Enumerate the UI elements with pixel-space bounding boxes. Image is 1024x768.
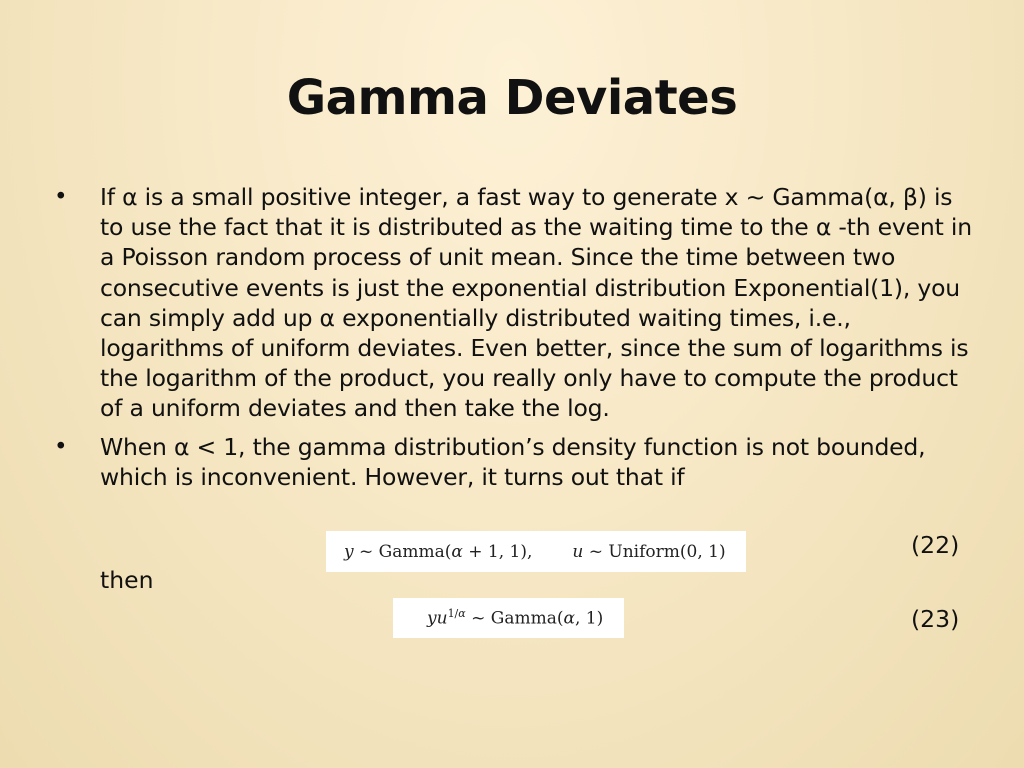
slide-title: Gamma Deviates [286, 70, 738, 126]
bullet-list [54, 182, 974, 492]
equation-22-left: y ~ Gamma(α + 1, 1), [344, 541, 533, 562]
equation-23-number: (23) [911, 605, 960, 633]
bullet-text-2: When α < 1, the gamma distribution’s density function is not bounded, which is inconvenient. However, it turns out that if [100, 432, 926, 491]
bullet-item-1 [54, 182, 974, 424]
bullet-text-1: If α is a small positive integer, a fast way to generate x ~ Gamma(α, β) is to use the fact that it is distributed as the waiting time to the α -th event in a Poisson random process of unit mean. Since the time between two consecutive events is just the exponential distribution Exponential(1), you can simply add up α exponentially distributed waiting times, i.e., logarithms of uniform deviates. Even better, since the sum of logarithms is the logarithm of the product, you really only have to compute the product of a uniform deviates and then take the log. [100, 183, 972, 423]
equation-22-image [326, 531, 746, 572]
equation-23-formula: $yu^{1/\alpha}$ ~ Gamma(α, 1) [427, 607, 604, 629]
equation-23-image [393, 598, 624, 638]
bullet-dot-icon: • [54, 184, 68, 210]
then-text: then [100, 566, 154, 594]
equation-22-right: u ~ Uniform(0, 1) [572, 541, 726, 562]
bullet-dot-icon: • [54, 433, 68, 460]
equation-22-number: (22) [911, 531, 960, 559]
bullet-item-2 [54, 432, 974, 492]
